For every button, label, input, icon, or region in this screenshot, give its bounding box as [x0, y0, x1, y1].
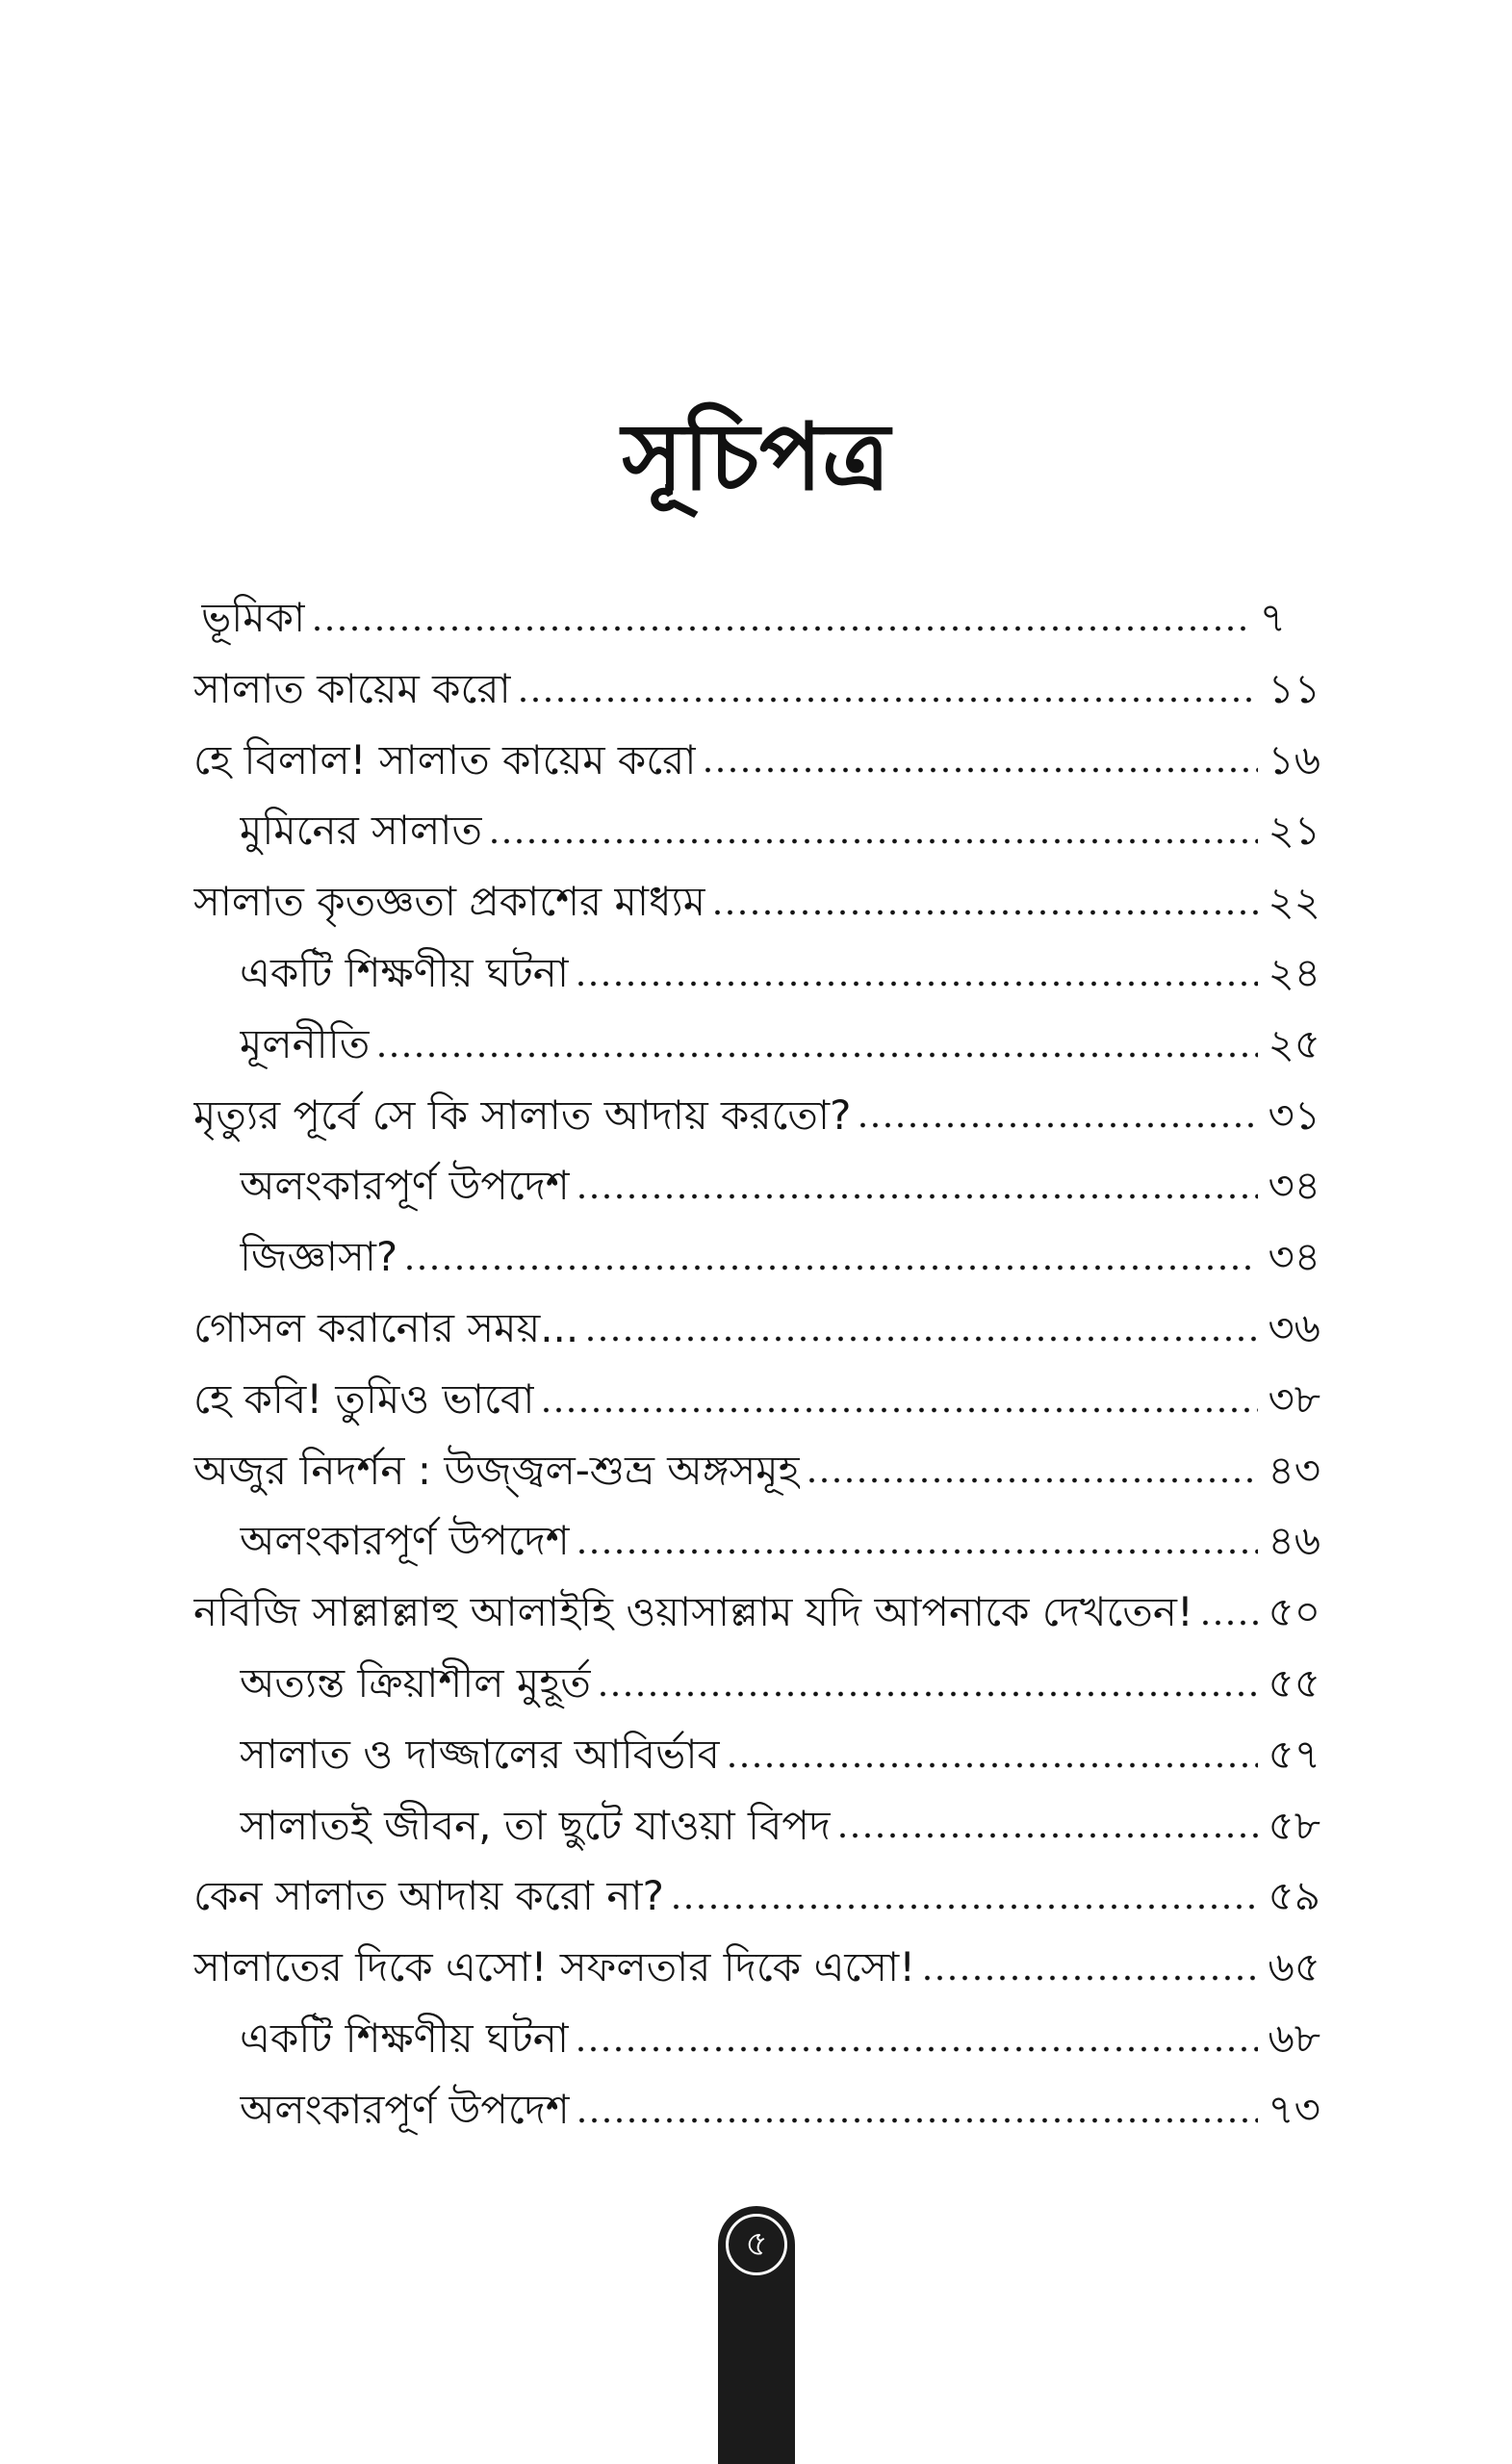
toc-entry-title: অলংকারপূর্ণ উপদেশ [240, 1517, 570, 1565]
toc-entry-title: একটি শিক্ষণীয় ঘটনা [240, 2014, 570, 2062]
toc-entry [193, 654, 1320, 725]
toc-page-number: ৭৩ [1268, 2085, 1320, 2133]
toc-page-number: ৪৩ [1268, 1446, 1320, 1494]
dot-leader [857, 1121, 1258, 1129]
dot-leader [806, 1476, 1259, 1484]
toc-page-number: ৫৯ [1268, 1872, 1320, 1920]
table-of-contents [193, 582, 1320, 2145]
toc-subentry [193, 2074, 1320, 2145]
toc-entry [193, 1435, 1320, 1506]
toc-entry-title: অজুর নিদর্শন : উজ্জ্বল-শুভ্র অঙ্গসমূহ [193, 1446, 800, 1494]
toc-entry-title: সালাতের দিকে এসো! সফলতার দিকে এসো! [193, 1943, 916, 1991]
dot-leader [403, 1264, 1258, 1271]
toc-page-number: ৭ [1259, 594, 1286, 641]
toc-page-number: ৩৪ [1268, 1233, 1320, 1281]
toc-entry [193, 725, 1320, 796]
toc-page-number: ৫৮ [1268, 1801, 1320, 1849]
toc-entry-title: হে কবি! তুমিও ভাবো [193, 1374, 535, 1423]
dot-leader [584, 1335, 1258, 1343]
toc-entry-title: মুমিনের সালাত [240, 807, 482, 855]
dot-leader [575, 2045, 1258, 2053]
toc-page-number: ৪৬ [1268, 1517, 1320, 1565]
toc-page-number: ৬৫ [1268, 1943, 1320, 1991]
toc-entry-title: সালাতই জীবন, তা ছুটে যাওয়া বিপদ [240, 1801, 831, 1849]
toc-entry-title: অত্যন্ত ক্রিয়াশীল মুহূর্ত [240, 1658, 591, 1707]
toc-page-number: ২২ [1268, 878, 1320, 926]
toc-entry-title: মূলনীতি [240, 1019, 371, 1067]
dot-leader [576, 2117, 1259, 2124]
toc-entry-title: হে বিলাল! সালাত কায়েম করো [193, 735, 697, 783]
toc-subentry [193, 1505, 1320, 1577]
toc-entry-title: ভূমিকা [201, 594, 306, 641]
page-number-tab [718, 2206, 795, 2464]
dot-leader [311, 625, 1249, 632]
toc-entry [193, 866, 1320, 937]
toc-entry-title: কেন সালাত আদায় করো না? [193, 1872, 664, 1920]
toc-page-number: ২১ [1268, 807, 1320, 855]
toc-subentry [193, 2003, 1320, 2074]
dot-leader [576, 1548, 1259, 1555]
toc-subentry [193, 1221, 1320, 1293]
toc-entry [193, 1364, 1320, 1435]
toc-page-number: ৩৪ [1268, 1162, 1320, 1210]
toc-page-number: ৩৮ [1268, 1374, 1320, 1423]
toc-entry [193, 1080, 1320, 1151]
dot-leader [921, 1974, 1258, 1982]
toc-subentry [193, 795, 1320, 866]
page-title: সূচিপত্র [622, 403, 890, 511]
page-number-badge: ৫ [726, 2214, 787, 2275]
dot-leader [576, 1193, 1259, 1200]
toc-subentry [193, 1648, 1320, 1719]
toc-entry-title: সালাত ও দাজ্জালের আবির্ভাব [240, 1730, 720, 1778]
toc-page-number: ৫০ [1268, 1588, 1320, 1636]
dot-leader [597, 1690, 1259, 1698]
toc-entry [193, 1932, 1320, 2003]
toc-subentry [193, 1150, 1320, 1221]
toc-page-number: ৫৭ [1268, 1730, 1320, 1778]
toc-entry [193, 582, 1320, 654]
dot-leader [711, 909, 1258, 916]
dot-leader [488, 837, 1258, 845]
toc-entry-title: জিজ্ঞাসা? [240, 1233, 398, 1281]
toc-entry [193, 1293, 1320, 1364]
dot-leader [1199, 1619, 1259, 1627]
toc-page-number: ১১ [1268, 664, 1320, 712]
toc-page-number: ৩১ [1268, 1091, 1320, 1139]
toc-subentry [193, 1790, 1320, 1861]
dot-leader [375, 1051, 1258, 1059]
toc-entry-title: নবিজি সাল্লাল্লাহু আলাইহি ওয়াসাল্লাম যদি আপনাকে দেখতেন! [193, 1588, 1193, 1636]
dot-leader [575, 980, 1258, 988]
dot-leader [517, 696, 1259, 704]
toc-page-number: ৬৮ [1268, 2014, 1320, 2062]
dot-leader [836, 1832, 1259, 1839]
toc-entry-title: সালাত কৃতজ্ঞতা প্রকাশের মাধ্যম [193, 878, 706, 926]
toc-entry-title: গোসল করানোর সময়... [193, 1303, 579, 1351]
toc-page-number: ১৬ [1268, 735, 1320, 783]
toc-entry-title: সালাত কায়েম করো [193, 664, 511, 712]
toc-entry [193, 1861, 1320, 1932]
dot-leader [670, 1903, 1259, 1911]
toc-page-number: ২৪ [1268, 948, 1320, 996]
toc-subentry [193, 1719, 1320, 1790]
toc-entry [193, 1577, 1320, 1648]
toc-entry-title: মৃত্যুর পূর্বে সে কি সালাত আদায় করতো? [193, 1091, 852, 1139]
dot-leader [540, 1406, 1258, 1414]
toc-entry-title: একটি শিক্ষণীয় ঘটনা [240, 948, 570, 996]
toc-subentry [193, 1009, 1320, 1080]
toc-entry-title: অলংকারপূর্ণ উপদেশ [240, 1162, 570, 1210]
toc-page-number: ৩৬ [1268, 1303, 1320, 1351]
toc-entry-title: অলংকারপূর্ণ উপদেশ [240, 2085, 570, 2133]
toc-subentry [193, 937, 1320, 1009]
toc-page-number: ৫৫ [1268, 1658, 1320, 1707]
dot-leader [726, 1761, 1259, 1769]
toc-page-number: ২৫ [1268, 1019, 1320, 1067]
dot-leader [702, 766, 1258, 774]
